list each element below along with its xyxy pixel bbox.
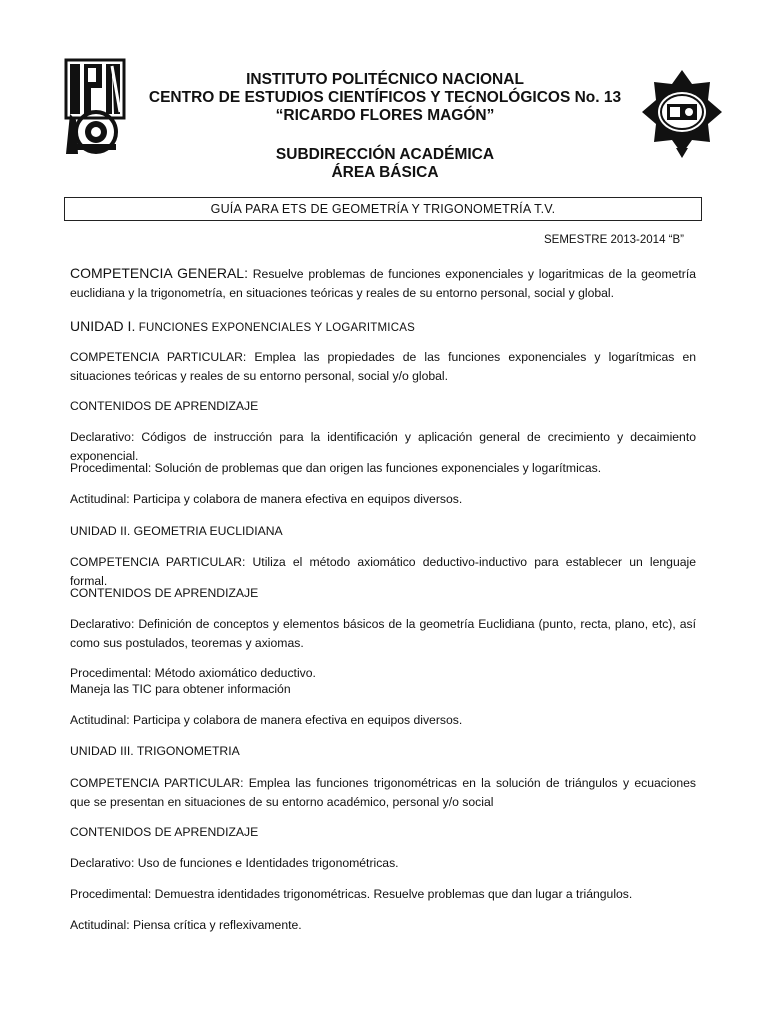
unidad-2-procedimental: Procedimental: Método axiomático deductivo. xyxy=(70,666,316,680)
unidad-1-procedimental: Procedimental: Solución de problemas que dan origen las funciones exponenciales y logarítmicas. xyxy=(70,461,602,475)
header-center-nickname: “RICARDO FLORES MAGÓN” xyxy=(275,107,495,124)
unidad-1-title: FUNCIONES EXPONENCIALES Y LOGARITMICAS xyxy=(135,322,415,334)
unidad-1-heading xyxy=(70,317,696,338)
unidad-3-heading: UNIDAD III. TRIGONOMETRIA xyxy=(70,744,240,758)
competencia-general-label: COMPETENCIA GENERAL: xyxy=(70,265,248,281)
competencia-general xyxy=(70,264,696,303)
unidad-2-heading: UNIDAD II. GEOMETRIA EUCLIDIANA xyxy=(70,524,283,538)
semester-label: SEMESTRE 2013-2014 “B” xyxy=(544,234,684,246)
cecyt-13-seal xyxy=(640,68,724,160)
unidad-3-actitudinal: Actitudinal: Piensa crítica y reflexivamente. xyxy=(70,918,302,932)
unidad-3-procedimental: Procedimental: Demuestra identidades trigonométricas. Resuelve problemas que dan lugar a triángulos. xyxy=(70,887,633,901)
unidad-2-actitudinal: Actitudinal: Participa y colabora de manera efectiva en equipos diversos. xyxy=(70,713,463,727)
guide-title-box xyxy=(64,197,702,221)
unidad-3-declarativo: Declarativo: Uso de funciones e Identidades trigonométricas. xyxy=(70,856,399,870)
header-center-name: CENTRO DE ESTUDIOS CIENTÍFICOS Y TECNOLÓGICOS No. 13 xyxy=(148,89,622,106)
unidad-3-competencia: COMPETENCIA PARTICULAR: Emplea las funciones trigonométricas en la solución de triángulos y ecuaciones que se presentan en situaciones de su entorno académico, personal y/o social xyxy=(70,776,696,809)
unidad-2-contenidos: CONTENIDOS DE APRENDIZAJE xyxy=(70,586,259,600)
unidad-1-competencia: COMPETENCIA PARTICULAR: Emplea las propiedades de las funciones exponenciales y logarítmicas en situaciones teóricas y reales de su entorno personal, social y/o global. xyxy=(70,350,696,383)
unidad-2-competencia: COMPETENCIA PARTICULAR: Utiliza el método axiomático deductivo-inductivo para establecer un lenguaje formal. xyxy=(70,555,696,588)
unidad-1-label: UNIDAD I. xyxy=(70,318,136,334)
unidad-1-actitudinal: Actitudinal: Participa y colabora de manera efectiva en equipos diversos. xyxy=(70,492,463,506)
header-institution-name: INSTITUTO POLITÉCNICO NACIONAL xyxy=(246,71,524,88)
header-subdirection: SUBDIRECCIÓN ACADÉMICA xyxy=(275,146,495,163)
unidad-2-declarativo: Declarativo: Definición de conceptos y elementos básicos de la geometría Euclidiana (punto, recta, plano, etc), así como sus postulados, teoremas y axiomas. xyxy=(70,617,696,650)
institution-header xyxy=(130,71,640,182)
unidad-1-contenidos: CONTENIDOS DE APRENDIZAJE xyxy=(70,399,259,413)
competencia-general-text: Resuelve problemas de funciones exponenciales y logaritmicas de la geometría euclidiana y la trigonometría, en situaciones teóricas y reales de su entorno personal, social y global. xyxy=(70,267,696,300)
unidad-2-procedimental-tic: Maneja las TIC para obtener información xyxy=(70,682,291,696)
guide-title: GUÍA PARA ETS DE GEOMETRÍA Y TRIGONOMETRÍA T.V. xyxy=(210,202,556,216)
unidad-3-contenidos: CONTENIDOS DE APRENDIZAJE xyxy=(70,825,259,839)
ipn-logo xyxy=(56,56,134,156)
unidad-1-declarativo: Declarativo: Códigos de instrucción para la identificación y aplicación general de crecimiento y decaimiento exponencial. xyxy=(70,430,696,463)
header-area: ÁREA BÁSICA xyxy=(331,164,439,181)
